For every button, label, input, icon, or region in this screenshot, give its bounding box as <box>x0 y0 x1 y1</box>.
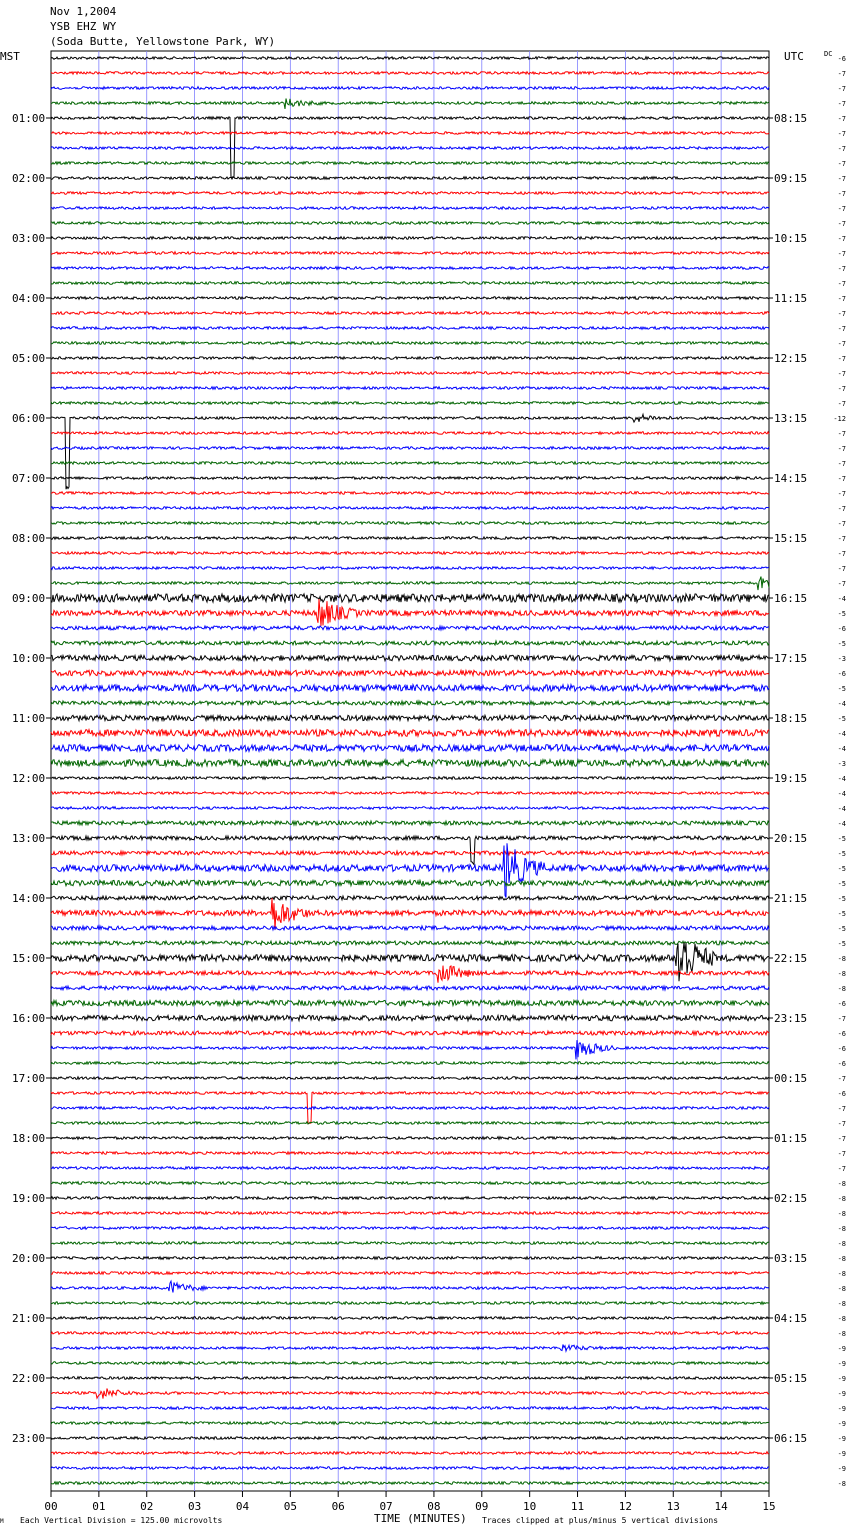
dc-offset-value: -5 <box>837 925 846 933</box>
dc-offset-value: -7 <box>837 145 846 153</box>
x-tick-label: 01 <box>92 1500 106 1513</box>
trace-14 <box>51 267 769 270</box>
trace-35 <box>51 577 769 591</box>
left-hour-label: 03:00 <box>12 232 46 245</box>
left-hour-label: 19:00 <box>12 1192 46 1205</box>
trace-62 <box>51 986 769 990</box>
left-hour-label: 14:00 <box>12 892 46 905</box>
dc-offset-value: -7 <box>837 490 846 498</box>
trace-41 <box>51 670 769 675</box>
dc-offset-value: -4 <box>837 775 846 783</box>
dc-offset-value: -5 <box>837 865 846 873</box>
trace-26 <box>51 447 769 450</box>
left-hour-label: 17:00 <box>12 1072 46 1085</box>
trace-3 <box>51 99 769 109</box>
dc-offset-value: -5 <box>837 685 846 693</box>
left-hour-label: 16:00 <box>12 1012 46 1025</box>
trace-65 <box>51 1031 769 1035</box>
right-hour-label: 22:15 <box>774 952 808 965</box>
dc-offset-value: -5 <box>837 715 846 723</box>
dc-offset-value: -9 <box>837 1450 846 1458</box>
trace-29 <box>51 492 769 495</box>
left-hour-label: 10:00 <box>12 652 46 665</box>
right-hour-label: 15:15 <box>774 532 808 545</box>
trace-70 <box>51 1107 769 1110</box>
trace-36 <box>51 594 769 602</box>
dc-offset-value: -7 <box>837 115 846 123</box>
left-hour-label: 12:00 <box>12 772 46 785</box>
dc-offset-value: -7 <box>837 70 846 78</box>
trace-72 <box>51 1137 769 1140</box>
dc-offset-value: -4 <box>837 595 846 603</box>
trace-5 <box>51 132 769 135</box>
trace-56 <box>51 896 769 900</box>
trace-37 <box>51 599 769 626</box>
trace-52 <box>51 836 769 865</box>
x-tick-label: 13 <box>666 1500 680 1513</box>
trace-82 <box>51 1281 769 1292</box>
trace-43 <box>51 701 769 705</box>
trace-42 <box>51 685 769 692</box>
dc-offset-value: -7 <box>837 1135 846 1143</box>
dc-offset-value: -7 <box>837 355 846 363</box>
trace-94 <box>51 1467 769 1470</box>
dc-offset-value: -8 <box>837 1240 846 1248</box>
trace-7 <box>51 162 769 165</box>
trace-78 <box>51 1227 769 1230</box>
right-timezone-label: UTC <box>784 50 804 63</box>
trace-48 <box>51 777 769 780</box>
trace-63 <box>51 1000 769 1005</box>
trace-68 <box>51 1077 769 1080</box>
dc-offset-value: -5 <box>837 640 846 648</box>
trace-0 <box>51 57 769 60</box>
trace-66 <box>51 1040 769 1059</box>
dc-offset-value: -7 <box>837 400 846 408</box>
trace-89 <box>51 1389 769 1399</box>
dc-offset-value: -6 <box>837 1030 846 1038</box>
x-tick-label: 07 <box>379 1500 393 1513</box>
trace-49 <box>51 792 769 795</box>
trace-71 <box>51 1122 769 1125</box>
trace-92 <box>51 1437 769 1440</box>
trace-33 <box>51 552 769 555</box>
trace-45 <box>51 730 769 737</box>
right-hour-label: 21:15 <box>774 892 808 905</box>
trace-85 <box>51 1332 769 1335</box>
station-location: (Soda Butte, Yellowstone Park, WY) <box>50 35 276 48</box>
dc-offset-value: -7 <box>837 325 846 333</box>
dc-offset-value: -5 <box>837 910 846 918</box>
trace-91 <box>51 1422 769 1425</box>
dc-offset-value: -7 <box>837 1105 846 1113</box>
station-code: YSB EHZ WY <box>50 20 117 33</box>
dc-offset-value: -4 <box>837 805 846 813</box>
dc-offset-value: -5 <box>837 895 846 903</box>
trace-95 <box>51 1482 769 1485</box>
right-hour-label: 02:15 <box>774 1192 808 1205</box>
dc-offset-value: -9 <box>837 1420 846 1428</box>
trace-21 <box>51 372 769 375</box>
dc-offset-value: -7 <box>837 160 846 168</box>
trace-73 <box>51 1152 769 1155</box>
dc-offset-value: -4 <box>837 745 846 753</box>
trace-34 <box>51 567 769 570</box>
dc-offset-value: -7 <box>837 100 846 108</box>
clipping-note: Traces clipped at plus/minus 5 vertical divisions <box>482 1516 719 1525</box>
dc-offset-value: -4 <box>837 730 846 738</box>
dc-offset-value: -5 <box>837 850 846 858</box>
dc-offset-value: -8 <box>837 1180 846 1188</box>
trace-28 <box>51 477 769 480</box>
dc-offset-header: DC <box>824 50 833 58</box>
trace-75 <box>51 1182 769 1185</box>
dc-offset-value: -3 <box>837 655 846 663</box>
dc-offset-value: -7 <box>837 550 846 558</box>
seismogram-date: Nov 1,2004 <box>50 5 117 18</box>
dc-offset-value: -8 <box>837 1225 846 1233</box>
dc-offset-value: -7 <box>837 235 846 243</box>
dc-offset-value: -8 <box>837 1255 846 1263</box>
trace-20 <box>51 357 769 360</box>
dc-offset-value: -3 <box>837 760 846 768</box>
dc-offset-value: -7 <box>837 220 846 228</box>
right-hour-label: 03:15 <box>774 1252 808 1265</box>
dc-offset-value: -7 <box>837 295 846 303</box>
trace-51 <box>51 821 769 825</box>
dc-offset-value: -8 <box>837 970 846 978</box>
dc-offset-value: -7 <box>837 205 846 213</box>
trace-84 <box>51 1317 769 1320</box>
trace-9 <box>51 192 769 195</box>
right-hour-label: 20:15 <box>774 832 808 845</box>
dc-offset-value: -4 <box>837 820 846 828</box>
dc-offset-value: -7 <box>837 130 846 138</box>
trace-50 <box>51 807 769 810</box>
right-hour-label: 23:15 <box>774 1012 808 1025</box>
trace-59 <box>51 941 769 945</box>
dc-offset-value: -7 <box>837 385 846 393</box>
left-hour-label: 01:00 <box>12 112 46 125</box>
dc-offset-value: -8 <box>837 955 846 963</box>
trace-13 <box>51 252 769 255</box>
trace-87 <box>51 1362 769 1365</box>
trace-15 <box>51 282 769 285</box>
trace-8 <box>51 177 769 180</box>
left-timezone-label: MST <box>0 50 20 63</box>
dc-offset-value: -7 <box>837 85 846 93</box>
dc-offset-value: -8 <box>837 985 846 993</box>
right-hour-label: 11:15 <box>774 292 808 305</box>
trace-32 <box>51 537 769 540</box>
trace-80 <box>51 1257 769 1260</box>
dc-offset-value: -7 <box>837 310 846 318</box>
trace-23 <box>51 402 769 405</box>
x-tick-label: 05 <box>283 1500 297 1513</box>
x-tick-label: 03 <box>187 1500 202 1513</box>
right-hour-label: 16:15 <box>774 592 808 605</box>
dc-offset-value: -8 <box>837 1480 846 1488</box>
dc-offset-value: -4 <box>837 700 846 708</box>
dc-offset-value: -7 <box>837 475 846 483</box>
left-hour-label: 05:00 <box>12 352 46 365</box>
dc-offset-value: -5 <box>837 880 846 888</box>
dc-offset-value: -7 <box>837 370 846 378</box>
right-hour-label: 00:15 <box>774 1072 808 1085</box>
dc-offset-value: -7 <box>837 430 846 438</box>
dc-offset-value: -6 <box>837 1060 846 1068</box>
dc-offset-value: -7 <box>837 1150 846 1158</box>
right-hour-label: 18:15 <box>774 712 808 725</box>
trace-64 <box>51 1015 769 1020</box>
x-tick-label: 15 <box>762 1500 776 1513</box>
dc-offset-value: -6 <box>837 1045 846 1053</box>
right-hour-label: 17:15 <box>774 652 808 665</box>
left-hour-label: 07:00 <box>12 472 46 485</box>
left-hour-label: 02:00 <box>12 172 46 185</box>
dc-offset-value: -9 <box>837 1435 846 1443</box>
trace-76 <box>51 1197 769 1200</box>
dc-offset-value: -6 <box>837 1000 846 1008</box>
trace-90 <box>51 1407 769 1410</box>
right-hour-label: 12:15 <box>774 352 808 365</box>
right-hour-label: 13:15 <box>774 412 808 425</box>
dc-offset-value: -7 <box>837 1015 846 1023</box>
dc-offset-value: -7 <box>837 250 846 258</box>
trace-22 <box>51 387 769 390</box>
dc-offset-value: -5 <box>837 610 846 618</box>
trace-79 <box>51 1242 769 1245</box>
trace-25 <box>51 432 769 435</box>
left-hour-label: 09:00 <box>12 592 46 605</box>
trace-53 <box>51 851 769 855</box>
trace-44 <box>51 715 769 720</box>
dc-offset-value: -7 <box>837 175 846 183</box>
trace-38 <box>51 626 769 630</box>
dc-offset-value: -7 <box>837 340 846 348</box>
dc-offset-value: -9 <box>837 1375 846 1383</box>
x-tick-label: 14 <box>714 1500 728 1513</box>
right-hour-label: 09:15 <box>774 172 808 185</box>
left-hour-label: 04:00 <box>12 292 46 305</box>
dc-offset-value: -8 <box>837 1210 846 1218</box>
trace-83 <box>51 1302 769 1305</box>
trace-58 <box>51 926 769 930</box>
trace-40 <box>51 655 769 660</box>
dc-offset-value: -7 <box>837 1165 846 1173</box>
dc-offset-value: -7 <box>837 580 846 588</box>
trace-18 <box>51 327 769 330</box>
trace-74 <box>51 1167 769 1170</box>
left-hour-label: 06:00 <box>12 412 46 425</box>
dc-offset-value: -7 <box>837 535 846 543</box>
trace-67 <box>51 1062 769 1065</box>
x-axis-title: TIME (MINUTES) <box>374 1512 467 1525</box>
dc-offset-value: -8 <box>837 1315 846 1323</box>
trace-16 <box>51 297 769 300</box>
dc-offset-value: -7 <box>837 190 846 198</box>
dc-offset-value: -8 <box>837 1270 846 1278</box>
dc-offset-value: -6 <box>837 55 846 63</box>
trace-93 <box>51 1452 769 1455</box>
dc-offset-value: -4 <box>837 790 846 798</box>
right-hour-label: 19:15 <box>774 772 808 785</box>
dc-offset-value: -5 <box>837 835 846 843</box>
right-hour-label: 06:15 <box>774 1432 808 1445</box>
trace-81 <box>51 1272 769 1275</box>
trace-47 <box>51 760 769 767</box>
x-tick-label: 12 <box>618 1500 633 1513</box>
dc-offset-value: -9 <box>837 1345 846 1353</box>
trace-11 <box>51 222 769 225</box>
dc-offset-value: -6 <box>837 1090 846 1098</box>
trace-61 <box>51 966 769 983</box>
dc-offset-value: -7 <box>837 280 846 288</box>
x-tick-label: 04 <box>235 1500 250 1513</box>
x-tick-label: 02 <box>140 1500 154 1513</box>
dc-offset-value: -8 <box>837 1195 846 1203</box>
left-hour-label: 13:00 <box>12 832 46 845</box>
trace-39 <box>51 641 769 645</box>
trace-54 <box>51 843 769 897</box>
right-hour-label: 08:15 <box>774 112 808 125</box>
left-hour-label: 18:00 <box>12 1132 46 1145</box>
dc-offset-value: -8 <box>837 1300 846 1308</box>
trace-17 <box>51 312 769 315</box>
corner-mark: M <box>0 1518 4 1525</box>
right-hour-label: 14:15 <box>774 472 808 485</box>
left-hour-label: 22:00 <box>12 1372 46 1385</box>
dc-offset-value: -8 <box>837 1330 846 1338</box>
dc-offset-value: -5 <box>837 940 846 948</box>
x-tick-label: 06 <box>331 1500 345 1513</box>
dc-offset-value: -7 <box>837 1120 846 1128</box>
dc-offset-value: -7 <box>837 520 846 528</box>
trace-46 <box>51 745 769 752</box>
dc-offset-value: -7 <box>837 445 846 453</box>
right-hour-label: 01:15 <box>774 1132 808 1145</box>
trace-31 <box>51 522 769 525</box>
x-tick-label: 08 <box>427 1500 441 1513</box>
dc-offset-value: -8 <box>837 1285 846 1293</box>
trace-19 <box>51 342 769 345</box>
seismic-traces <box>51 57 769 1485</box>
vertical-scale-note: Each Vertical Division = 125.00 microvolts <box>20 1516 223 1525</box>
dc-offset-value: -9 <box>837 1360 846 1368</box>
trace-1 <box>51 72 769 75</box>
trace-10 <box>51 207 769 210</box>
trace-57 <box>51 898 769 930</box>
trace-55 <box>51 880 769 885</box>
dc-offset-value: -7 <box>837 565 846 573</box>
left-hour-label: 20:00 <box>12 1252 46 1265</box>
dc-offset-value: -7 <box>837 265 846 273</box>
left-hour-label: 11:00 <box>12 712 46 725</box>
dc-offset-value: -12 <box>833 415 846 423</box>
x-tick-label: 09 <box>475 1500 489 1513</box>
x-tick-label: 11 <box>570 1500 585 1513</box>
left-hour-label: 23:00 <box>12 1432 46 1445</box>
dc-offset-value: -7 <box>837 505 846 513</box>
dc-offset-value: -6 <box>837 625 846 633</box>
left-hour-label: 21:00 <box>12 1312 46 1325</box>
trace-77 <box>51 1212 769 1215</box>
dc-offset-value: -6 <box>837 670 846 678</box>
x-tick-label: 00 <box>44 1500 58 1513</box>
trace-88 <box>51 1377 769 1380</box>
trace-30 <box>51 507 769 510</box>
right-hour-label: 10:15 <box>774 232 808 245</box>
dc-offset-value: -9 <box>837 1390 846 1398</box>
dc-offset-value: -9 <box>837 1405 846 1413</box>
dc-offset-value: -7 <box>837 1075 846 1083</box>
right-hour-label: 05:15 <box>774 1372 808 1385</box>
left-hour-label: 08:00 <box>12 532 46 545</box>
dc-offset-value: -7 <box>837 460 846 468</box>
left-hour-label: 15:00 <box>12 952 46 965</box>
trace-6 <box>51 147 769 150</box>
dc-offset-value: -9 <box>837 1465 846 1473</box>
trace-27 <box>51 462 769 465</box>
right-hour-label: 04:15 <box>774 1312 808 1325</box>
trace-12 <box>51 237 769 240</box>
trace-2 <box>51 87 769 90</box>
trace-86 <box>51 1345 769 1352</box>
x-tick-label: 10 <box>523 1500 537 1513</box>
